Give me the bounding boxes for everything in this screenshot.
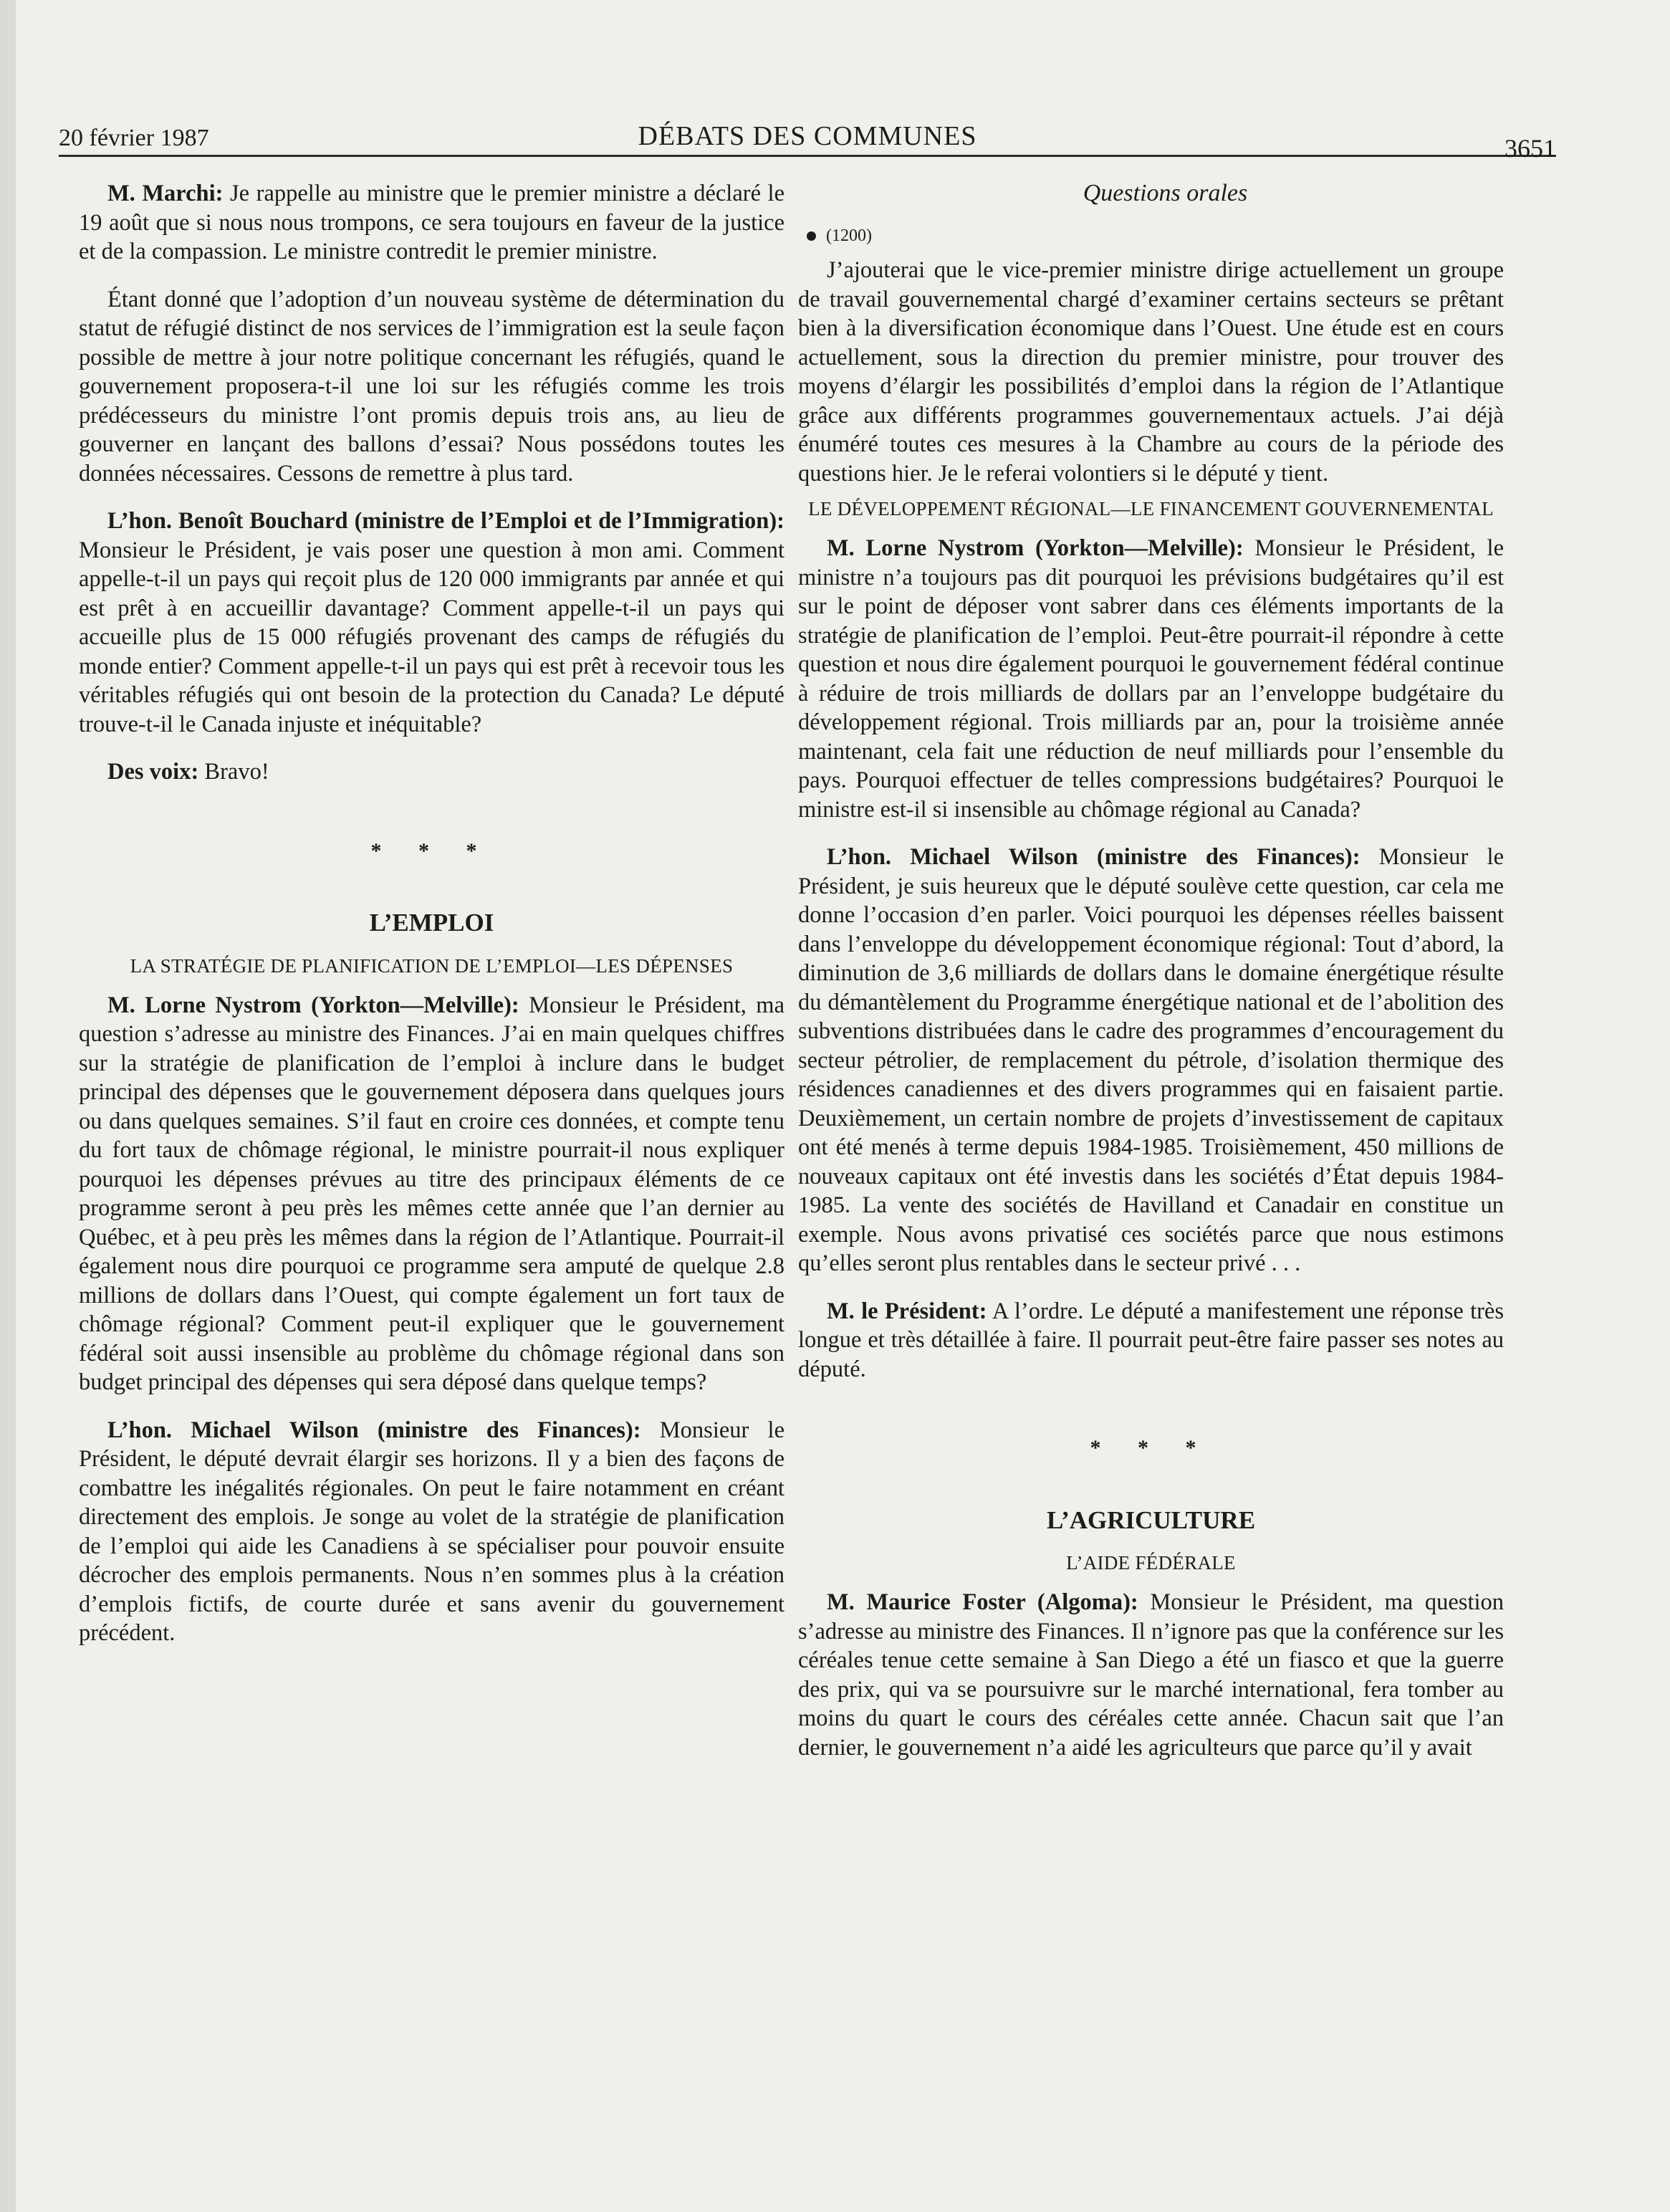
paragraph-text: Monsieur le Président, le ministre n’a toujours pas dit pourquoi les prévisions budgétaires qu’il est sur le point de déposer vont sabrer dans ces éléments importants de la stratégie de planification de l’emploi. Peut-être pourrait-il répondre à cette question et nous dire également pourquoi le gouvernement fédéral continue à réduire de trois milliards de dollars par an l’enveloppe budgétaire du développement régional. Trois milliards par an, pour la troisième année maintenant, cela fait une réduction de neuf milliards pour l’ensemble du pays. Pourquoi effectuer de telles compressions budgétaires? Pourquoi le ministre est-il si insensible au chômage régional au Canada? — [798, 535, 1504, 823]
header-date: 20 février 1987 — [59, 125, 209, 151]
bullet-icon — [807, 231, 816, 241]
running-head: Questions orales — [1083, 180, 1248, 206]
page-header — [59, 119, 1556, 163]
paragraph-text: Monsieur le Président, ma question s’adresse au ministre des Finances. Il n’ignore pas que la conférence sur les céréales tenue cette semaine à San Diego a été un fiasco et que la guerre des prix, qui va se poursuivre sur le marché international, fera tomber au moins du quart le cours des céréales cette année. Chacun sait que l’an dernier, le gouvernement n’a aidé les agriculteurs que parce qu’il y avait — [798, 1589, 1504, 1761]
paragraph — [79, 1416, 784, 1648]
speaker-name: M. Maurice Foster (Algoma): — [827, 1589, 1138, 1615]
speaker-name: M. Marchi: — [107, 181, 224, 206]
header-page-number: 3651 — [1505, 134, 1556, 163]
right-column — [798, 179, 1504, 1762]
paragraph — [79, 179, 784, 267]
speaker-name: L’hon. Michael Wilson (ministre des Finances): — [107, 1417, 641, 1443]
paragraph — [79, 757, 784, 787]
paragraph-text: Monsieur le Président, je suis heureux que le député soulève cette question, car cela me donne l’occasion d’en parler. Voici pourquoi les dépenses réelles baissent dans l’enveloppe du développement économique régional: Tout d’abord, la diminution de 3,6 milliards de dollars dans le domaine énergétique résulte du démantèlement du Programme énergétique national et de l’abolition des subventions distribuées dans le cadre des programmes d’encouragement du secteur pétrolier, de remplacement du pétrole, d’isolation thermique des résidences canadiennes et des divers programmes qui en faisaient partie. Deuxièmement, un certain nombre de projets d’investissement de capitaux ont été menés à terme depuis 1984-1985. Troisièmement, 450 millions de nouveaux capitaux ont été investis dans les sociétés d’État depuis 1984-1985. La vente des sociétés de Havilland et Canadair en constitue un exemple. Nous avons privatisé ces sociétés parce que nous estimons qu’elles seront plus rentables dans le secteur privé . . . — [798, 844, 1504, 1276]
section-heading: L’EMPLOI — [369, 909, 494, 937]
timestamp-text: (1200) — [826, 226, 872, 245]
paragraph-text: Bravo! — [198, 759, 269, 785]
paragraph-text: Monsieur le Président, ma question s’adresse au ministre des Finances. J’ai en main quelques chiffres sur la stratégie de planification de l’emploi à inclure dans le budget principal des dépenses que le gouvernement déposera dans quelques jours ou dans quelques semaines. S’il faut en croire ces données, et compte tenu du fort taux de chômage régional, le ministre pourrait-il nous expliquer pourquoi les dépenses prévues au titre des principaux éléments de ce programme seront à peu près les mêmes cette année que l’an dernier au Québec, et à peu près les mêmes dans la région de l’Atlantique. Pourrait-il également nous dire pourquoi ce programme sera amputé de quelque 2.8 millions de dollars dans l’Ouest, qui compte également un fort taux de chômage régional? Comment peut-il expliquer que le gouvernement fédéral soit aussi insensible au problème du chômage régional dans son budget principal des dépenses qui sera déposé dans quelque temps? — [79, 992, 785, 1395]
paragraph-text: Je rappelle au ministre que le premier ministre a déclaré le 19 août que si nous nous trompons, ce sera toujours en faveur de la justice et de la compassion. Le ministre contredit le premier ministre. — [79, 181, 784, 264]
speaker-name: L’hon. Michael Wilson (ministre des Finances): — [827, 844, 1361, 870]
section-separator: * * * — [1090, 1436, 1212, 1460]
left-column — [79, 179, 784, 1648]
paragraph-text: Monsieur le Président, le député devrait élargir ses horizons. Il y a bien des façons de combattre les inégalités régionales. On peut le faire notamment en créant directement des emplois. Je songe au volet de la stratégie de planification de l’emploi qui aide les Canadiens à se spécialiser pour pouvoir ensuite décrocher des emplois permanents. Nous n’en sommes plus à la création d’emplois fictifs, de courte durée et sans avenir du gouvernement précédent. — [79, 1417, 784, 1646]
paragraph: J’ajouterai que le vice-premier ministre dirige actuellement un groupe de travail gouvernemental chargé d’examiner certains secteurs se prêtant bien à la diversification économique dans l’Ouest. Une étude est en cours actuellement, sous la direction du premier ministre, pour trouver des moyens d’élargir les possibilités d’emploi dans la région de l’Atlantique grâce aux différents programmes gouvernementaux actuels. J’ai déjà énuméré toutes ces mesures à la Chambre au cours de la période des questions hier. Je le referai volontiers si le député y tient. — [798, 257, 1504, 487]
speaker-name: M. Lorne Nystrom (Yorkton—Melville): — [107, 992, 519, 1018]
speaker-name: M. le Président: — [827, 1298, 987, 1324]
paragraph: Étant donné que l’adoption d’un nouveau système de détermination du statut de réfugié distinct de nos services de l’immigration est la seule façon possible de mettre à jour notre politique concernant les réfugiés, quand le gouvernement proposera-t-il une loi sur les réfugiés comme les trois prédécesseurs du ministre l’ont promis depuis trois ans, au lieu de gouverner en lançant des ballons d’essai? Nous possédons toutes les données nécessaires. Cessons de remettre à plus tard. — [79, 286, 784, 487]
paragraph-text: Monsieur le Président, je vais poser une question à mon ami. Comment appelle-t-il un pays qui reçoit plus de 120 000 immigrants par année et qui est prêt à en accueillir davantage? Comment appelle-t-il un pays qui accueille plus de 15 000 réfugiés provenant des camps de réfugiés du monde entier? Comment appelle-t-il un pays qui est prêt à recevoir tous les véritables réfugiés qui ont besoin de la protection du Canada? Le député trouve-t-il le Canada injuste et inéquitable? — [79, 537, 784, 737]
sub-heading: LA STRATÉGIE DE PLANIFICATION DE L’EMPLOI—LES DÉPENSES — [130, 954, 734, 977]
paragraph — [798, 843, 1504, 1278]
paragraph — [79, 507, 784, 739]
sub-heading: LE DÉVELOPPEMENT RÉGIONAL—LE FINANCEMENT GOUVERNEMENTAL — [808, 498, 1494, 520]
paragraph-text: A l’ordre. Le député a manifestement une réponse très longue et très détaillée à faire. Il pourrait peut-être faire passer ses notes au député. — [798, 1298, 1504, 1382]
paragraph — [798, 534, 1504, 824]
section-separator: * * * — [370, 838, 493, 863]
speaker-name: L’hon. Benoît Bouchard (ministre de l’Emploi et de l’Immigration): — [107, 508, 784, 534]
header-title: DÉBATS DES COMMUNES — [638, 121, 977, 151]
speaker-name: M. Lorne Nystrom (Yorkton—Melville): — [827, 535, 1244, 561]
paragraph — [798, 1588, 1504, 1762]
timestamp — [798, 221, 1504, 251]
paragraph — [79, 991, 784, 1397]
paragraph — [798, 1297, 1504, 1384]
page — [16, 0, 1670, 2212]
speaker-name: Des voix: — [107, 759, 199, 785]
section-heading: L’AGRICULTURE — [1046, 1505, 1256, 1534]
sub-heading: L’AIDE FÉDÉRALE — [1066, 1552, 1236, 1574]
